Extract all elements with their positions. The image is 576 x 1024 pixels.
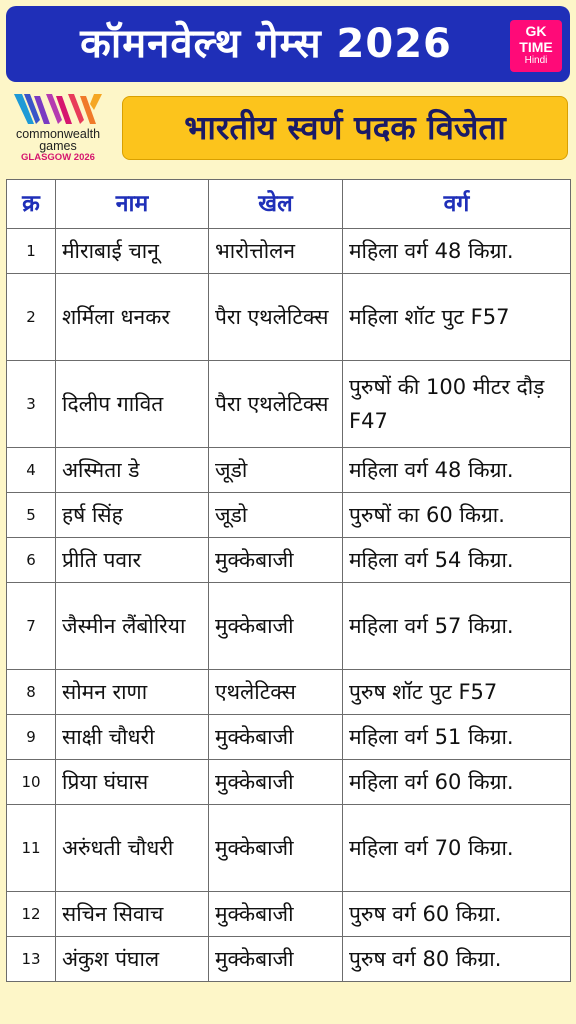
column-header-sport: खेल — [209, 180, 343, 229]
row-index: 7 — [7, 583, 56, 670]
category-cell: पुरुष वर्ग 60 किग्रा. — [343, 892, 571, 937]
athlete-name: दिलीप गावित — [56, 361, 209, 448]
table-row — [7, 229, 571, 274]
row-index: 8 — [7, 670, 56, 715]
logo-text-glasgow: GLASGOW 2026 — [21, 152, 95, 163]
sport-cell: मुक्केबाजी — [209, 760, 343, 805]
row-index: 4 — [7, 448, 56, 493]
row-index: 5 — [7, 493, 56, 538]
table-row — [7, 583, 571, 670]
table-row — [7, 892, 571, 937]
sport-cell: एथलेटिक्स — [209, 670, 343, 715]
sport-cell: मुक्केबाजी — [209, 937, 343, 982]
athlete-name: सोमन राणा — [56, 670, 209, 715]
badge-line-3: Hindi — [524, 55, 548, 66]
title-banner — [6, 6, 570, 82]
row-index: 10 — [7, 760, 56, 805]
subtitle-banner: भारतीय स्वर्ण पदक विजेता — [122, 96, 568, 160]
table-row — [7, 448, 571, 493]
table-row — [7, 493, 571, 538]
sport-cell: पैरा एथलेटिक्स — [209, 361, 343, 448]
table-row — [7, 937, 571, 982]
table-header-row — [7, 180, 571, 229]
athlete-name: अरुंधती चौधरी — [56, 805, 209, 892]
athlete-name: मीराबाई चानू — [56, 229, 209, 274]
sport-cell: मुक्केबाजी — [209, 805, 343, 892]
athlete-name: जैस्मीन लैंबोरिया — [56, 583, 209, 670]
row-index: 13 — [7, 937, 56, 982]
logo-text-commonwealth: commonwealth — [15, 127, 101, 141]
athlete-name: प्रीति पवार — [56, 538, 209, 583]
row-index: 6 — [7, 538, 56, 583]
table-row — [7, 361, 571, 448]
sport-cell: मुक्केबाजी — [209, 538, 343, 583]
sport-cell: भारोत्तोलन — [209, 229, 343, 274]
athlete-name: अंकुश पंघाल — [56, 937, 209, 982]
table-row — [7, 670, 571, 715]
sport-cell: जूडो — [209, 493, 343, 538]
table-row — [7, 715, 571, 760]
category-cell: महिला वर्ग 70 किग्रा. — [343, 805, 571, 892]
sport-cell: पैरा एथलेटिक्स — [209, 274, 343, 361]
category-cell: पुरुषों की 100 मीटर दौड़ F47 — [343, 361, 571, 448]
gold-medal-winners-table — [6, 179, 571, 982]
sport-cell: मुक्केबाजी — [209, 892, 343, 937]
column-header-index: क्र — [7, 180, 56, 229]
category-cell: पुरुषों का 60 किग्रा. — [343, 493, 571, 538]
athlete-name: शर्मिला धनकर — [56, 274, 209, 361]
games-logo-icon — [10, 90, 106, 128]
row-index: 12 — [7, 892, 56, 937]
row-index: 2 — [7, 274, 56, 361]
category-cell: महिला वर्ग 60 किग्रा. — [343, 760, 571, 805]
row-index: 11 — [7, 805, 56, 892]
row-index: 1 — [7, 229, 56, 274]
table-row — [7, 274, 571, 361]
athlete-name: सचिन सिवाच — [56, 892, 209, 937]
column-header-name: नाम — [56, 180, 209, 229]
table-row — [7, 805, 571, 892]
row-index: 9 — [7, 715, 56, 760]
athlete-name: प्रिया घंघास — [56, 760, 209, 805]
category-cell: पुरुष वर्ग 80 किग्रा. — [343, 937, 571, 982]
row-index: 3 — [7, 361, 56, 448]
table-row — [7, 538, 571, 583]
page-title: कॉमनवेल्थ गेम्स 2026 — [80, 21, 452, 67]
category-cell: महिला वर्ग 51 किग्रा. — [343, 715, 571, 760]
table-row — [7, 760, 571, 805]
category-cell: पुरुष शॉट पुट F57 — [343, 670, 571, 715]
athlete-name: हर्ष सिंह — [56, 493, 209, 538]
category-cell: महिला वर्ग 48 किग्रा. — [343, 448, 571, 493]
category-cell: महिला वर्ग 48 किग्रा. — [343, 229, 571, 274]
sport-cell: मुक्केबाजी — [209, 715, 343, 760]
category-cell: महिला वर्ग 54 किग्रा. — [343, 538, 571, 583]
sport-cell: मुक्केबाजी — [209, 583, 343, 670]
badge-line-1: GK — [525, 23, 547, 39]
category-cell: महिला शॉट पुट F57 — [343, 274, 571, 361]
logo-text-games: games — [39, 139, 77, 153]
badge-line-2: TIME — [519, 39, 553, 55]
category-cell: महिला वर्ग 57 किग्रा. — [343, 583, 571, 670]
athlete-name: साक्षी चौधरी — [56, 715, 209, 760]
athlete-name: अस्मिता डे — [56, 448, 209, 493]
column-header-category: वर्ग — [343, 180, 571, 229]
sport-cell: जूडो — [209, 448, 343, 493]
commonwealth-games-logo — [2, 90, 114, 170]
gk-time-badge — [510, 20, 562, 72]
